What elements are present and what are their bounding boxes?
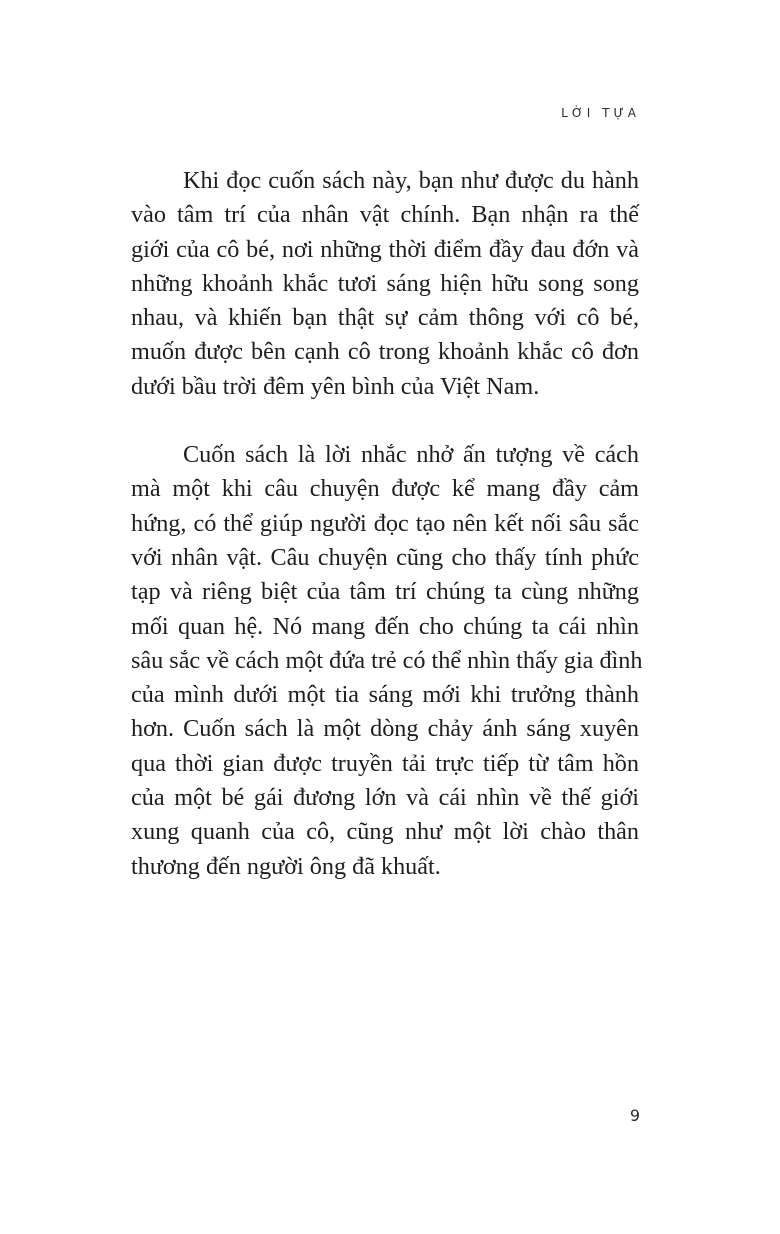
text-line: qua thời gian được truyền tải trực tiếp từ tâm hồn (131, 749, 639, 777)
body-text (131, 164, 643, 884)
running-head: LỜI TỰA (561, 106, 640, 120)
text-line: mối quan hệ. Nó mang đến cho chúng ta cái nhìn (131, 612, 639, 640)
text-line: muốn được bên cạnh cô trong khoảnh khắc cô đơn (131, 338, 639, 366)
text-line: thương đến người ông đã khuất. (131, 852, 441, 880)
paragraph-spacer (131, 404, 639, 438)
text-line: hứng, có thể giúp người đọc tạo nên kết nối sâu sắc (131, 509, 639, 537)
text-line: của mình dưới một tia sáng mới khi trưởng thành (131, 681, 639, 709)
page-number: 9 (629, 1106, 640, 1125)
paragraph-2 (131, 438, 643, 884)
text-line: xung quanh của cô, cũng như một lời chào thân (131, 818, 639, 846)
text-line: hơn. Cuốn sách là một dòng chảy ánh sáng xuyên (131, 715, 639, 743)
text-line: dưới bầu trời đêm yên bình của Việt Nam. (131, 372, 540, 400)
text-line: với nhân vật. Câu chuyện cũng cho thấy tính phức (131, 543, 639, 571)
text-line: vào tâm trí của nhân vật chính. Bạn nhận ra thế (131, 201, 639, 229)
paragraph-1 (131, 164, 639, 404)
text-line: sâu sắc về cách một đứa trẻ có thể nhìn thấy gia đình (131, 646, 643, 674)
text-line: của một bé gái đương lớn và cái nhìn về thế giới (131, 784, 639, 812)
text-line: những khoảnh khắc tươi sáng hiện hữu song song (131, 269, 639, 297)
text-line: mà một khi câu chuyện được kể mang đầy cảm (131, 475, 639, 503)
text-line: Cuốn sách là lời nhắc nhở ấn tượng về cách (183, 441, 639, 469)
text-line: tạp và riêng biệt của tâm trí chúng ta cùng những (131, 578, 639, 606)
text-line: nhau, và khiến bạn thật sự cảm thông với cô bé, (131, 304, 639, 332)
text-line: Khi đọc cuốn sách này, bạn như được du hành (183, 167, 639, 194)
text-line: giới của cô bé, nơi những thời điểm đầy đau đớn và (131, 235, 639, 263)
